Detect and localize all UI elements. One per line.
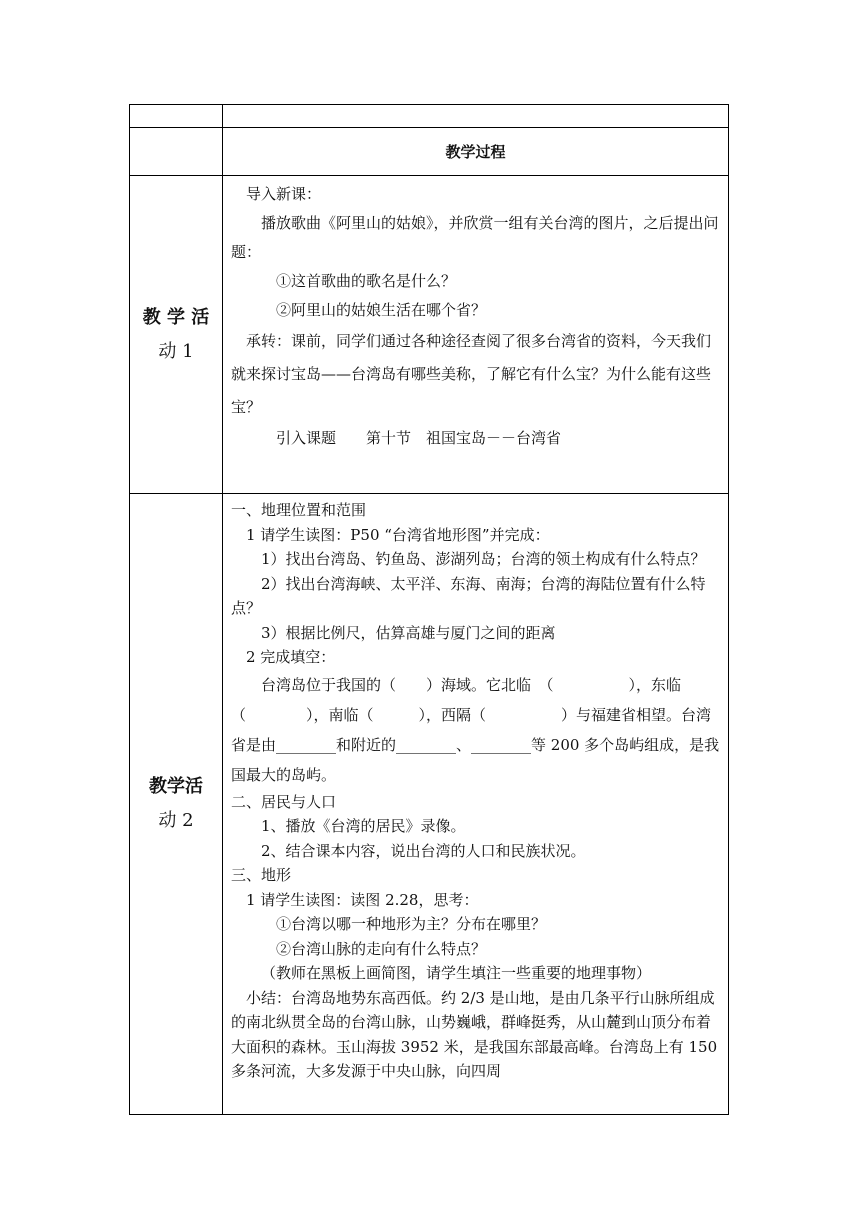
- activity-2-content: [223, 494, 729, 1115]
- task-item: 3）根据比例尺，估算高雄与厦门之间的距离: [261, 623, 556, 642]
- header-cell-left: [130, 128, 223, 176]
- text-line: 播放歌曲《阿里山的姑娘》，并欣赏一组有关台湾的图片，之后提出问题：: [231, 214, 719, 261]
- question-item: ②阿里山的姑娘生活在哪个省？: [276, 301, 487, 319]
- question-item: ①台湾以哪一种地形为主？分布在哪里？: [276, 915, 547, 933]
- text-line: 1 请学生读图：读图 2.28，思考：: [246, 890, 479, 909]
- lesson-table: [129, 104, 729, 1115]
- summary-text: 小结：台湾岛地势东高西低。约 2/3 是山地，是由几条平行山脉所组成的南北纵贯全岛的台湾山脉，山势巍峨，群峰挺秀，从山麓到山顶分布着大面积的森林。玉山海拔 3952 米，是我国东部最高峰。台湾岛上有 150 多条河流，大多发源于中央山脉，向四周: [231, 988, 718, 1080]
- activity-1-label-line2: 动 1: [158, 340, 194, 362]
- question-item: ①这首歌曲的歌名是什么？: [276, 272, 457, 290]
- activity-1-label-line1: 教 学 活: [142, 306, 210, 328]
- text-line: 承转：课前，同学们通过各种途径查阅了很多台湾省的资料，今天我们就来探讨宝岛——台湾岛有哪些美称，了解它有什么宝？为什么能有这些宝？: [231, 332, 712, 416]
- activity-2-label-line1: 教学活: [149, 776, 203, 797]
- task-item: 1）找出台湾岛、钓鱼岛、澎湖列岛；台湾的领土构成有什么特点？: [261, 550, 706, 568]
- text-line: 引入课题 第十节 祖国宝岛－－台湾省: [276, 429, 562, 447]
- fill-in-text: 台湾岛位于我国的（ ）海域。它北临 （ ），东临（ ），南临（ ），西隔（ ）与福建省相望。台湾省是由________和附近的________、________等 200 多个岛屿组成，是我国最大的岛屿。: [231, 675, 720, 784]
- empty-cell-right: [223, 105, 729, 128]
- table-row-activity-1: [130, 176, 729, 494]
- text-line: 2 完成填空：: [246, 648, 336, 666]
- empty-cell-left: [130, 105, 223, 128]
- table-row-activity-2: [130, 494, 729, 1115]
- section-title: 教学过程: [223, 128, 729, 176]
- table-row-header: [130, 128, 729, 176]
- table-row-empty: [130, 105, 729, 128]
- question-item: ②台湾山脉的走向有什么特点？: [276, 939, 487, 958]
- text-line: 导入新课：: [246, 185, 322, 203]
- text-line: 1 请学生读图：P50 “台湾省地形图”并完成：: [246, 525, 550, 544]
- heading: 二、居民与人口: [231, 792, 337, 811]
- activity-2-label: [130, 494, 223, 1115]
- text-line: 1、播放《台湾的居民》录像。: [261, 817, 466, 835]
- task-item: 2）找出台湾海峡、太平洋、东海、南海；台湾的海陆位置有什么特点？: [231, 574, 706, 617]
- activity-2-label-line2: 动 2: [158, 810, 194, 831]
- activity-1-label: [130, 176, 223, 494]
- heading: 一、地理位置和范围: [231, 501, 367, 519]
- text-line: （教师在黑板上画简图，请学生填注一些重要的地理事物）: [261, 964, 652, 982]
- text-line: 2、结合课本内容，说出台湾的人口和民族状况。: [261, 841, 586, 860]
- heading: 三、地形: [231, 866, 292, 884]
- activity-1-content: [223, 176, 729, 494]
